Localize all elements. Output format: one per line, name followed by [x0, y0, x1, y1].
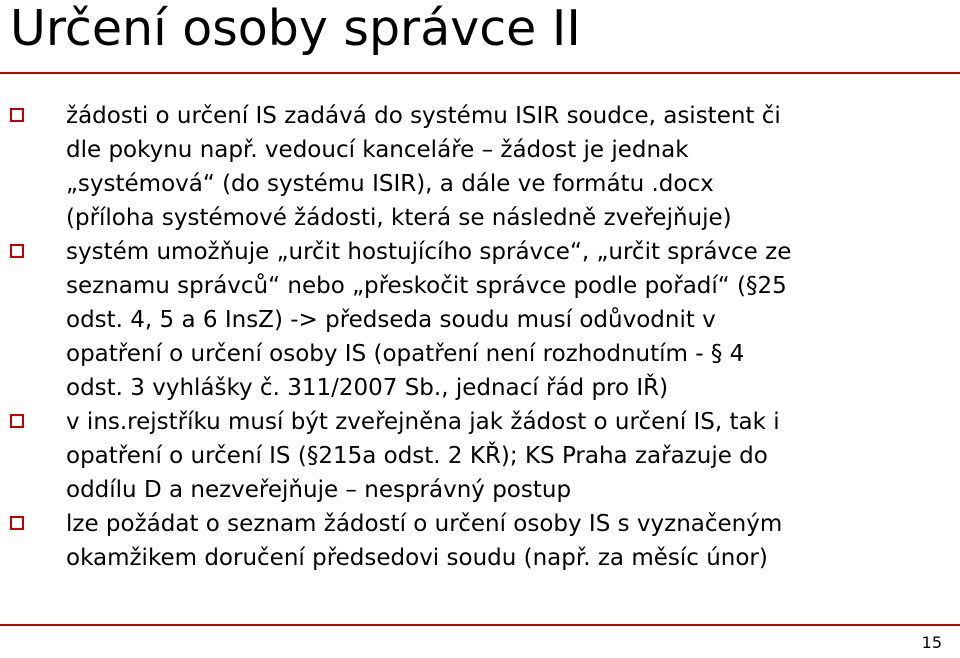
- bullet-line: (příloha systémové žádosti, která se následně zveřejňuje): [66, 205, 732, 231]
- bullet-line: odst. 4, 5 a 6 InsZ) -> předseda soudu musí odůvodnit v: [66, 307, 716, 333]
- bullet-item: [0, 507, 960, 575]
- bullet-line: „systémová“ (do systému ISIR), a dále ve formátu .docx: [66, 171, 714, 197]
- slide-title: Určení osoby správce II: [10, 0, 581, 57]
- title-divider: [0, 72, 960, 74]
- bullet-line: okamžikem doručení předsedovi soudu (např. za měsíc únor): [66, 545, 768, 571]
- bullet-list: [0, 99, 960, 575]
- square-bullet-icon: [10, 108, 24, 122]
- bullet-line: lze požádat o seznam žádostí o určení osoby IS s vyznačeným: [66, 511, 783, 537]
- bullet-line: opatření o určení IS (§215a odst. 2 KŘ); KS Praha zařazuje do: [66, 443, 768, 469]
- bullet-line: systém umožňuje „určit hostujícího správce“, „určit správce ze: [66, 239, 792, 265]
- square-bullet-icon: [10, 244, 24, 258]
- bullet-item: [0, 405, 960, 507]
- square-bullet-icon: [10, 516, 24, 530]
- bullet-line: v ins.rejstříku musí být zveřejněna jak žádost o určení IS, tak i: [66, 409, 780, 435]
- bullet-line: žádosti o určení IS zadává do systému ISIR soudce, asistent či: [66, 103, 781, 129]
- bullet-line: oddílu D a nezveřejňuje – nesprávný postup: [66, 477, 572, 503]
- footer-divider: [0, 624, 960, 626]
- bullet-line: seznamu správců“ nebo „přeskočit správce podle pořadí“ (§25: [66, 273, 787, 299]
- bullet-line: dle pokynu např. vedoucí kanceláře – žádost je jednak: [66, 137, 689, 163]
- bullet-item: [0, 235, 960, 405]
- bullet-line: odst. 3 vyhlášky č. 311/2007 Sb., jednací řád pro IŘ): [66, 375, 669, 401]
- bullet-line: opatření o určení osoby IS (opatření není rozhodnutím - § 4: [66, 341, 745, 367]
- square-bullet-icon: [10, 414, 24, 428]
- bullet-item: [0, 99, 960, 235]
- page-number: 15: [921, 633, 942, 652]
